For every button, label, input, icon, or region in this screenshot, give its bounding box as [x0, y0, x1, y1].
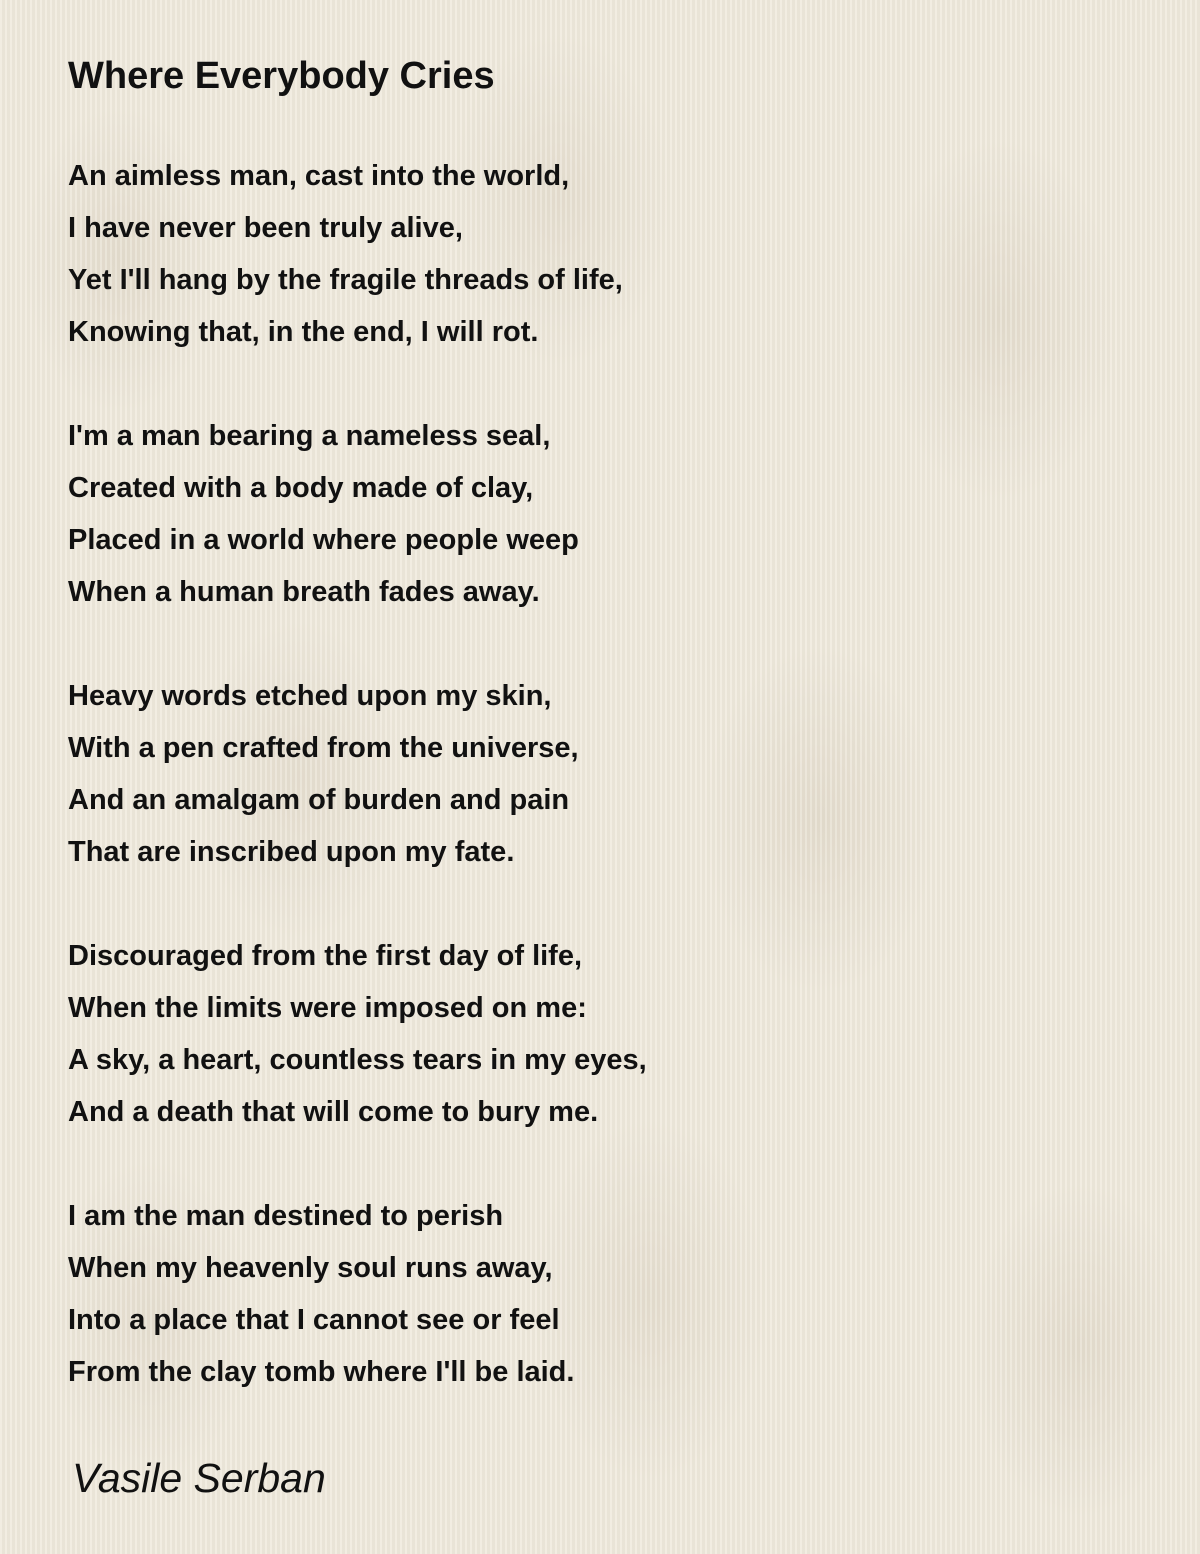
- poem-line: Into a place that I cannot see or feel: [68, 1304, 560, 1336]
- poem-body: [68, 150, 1148, 1398]
- poem-line: Placed in a world where people weep: [68, 524, 579, 556]
- poem-line: Discouraged from the first day of life,: [68, 940, 583, 972]
- poem-line: Yet I'll hang by the fragile threads of life,: [68, 264, 623, 296]
- poem-line: When my heavenly soul runs away,: [68, 1252, 553, 1284]
- poem-line: I'm a man bearing a nameless seal,: [68, 420, 551, 452]
- poem-line: Knowing that, in the end, I will rot.: [68, 316, 539, 348]
- stanza-1: [68, 150, 1148, 358]
- poem-line: Heavy words etched upon my skin,: [68, 680, 552, 712]
- poem-line: When the limits were imposed on me:: [68, 992, 587, 1024]
- poem-line: With a pen crafted from the universe,: [68, 732, 579, 764]
- poem-line: An aimless man, cast into the world,: [68, 160, 570, 192]
- poem-line: From the clay tomb where I'll be laid.: [68, 1356, 575, 1388]
- poem-page: [68, 52, 1148, 1398]
- poem-title: Where Everybody Cries: [68, 55, 495, 97]
- poem-author: Vasile Serban: [72, 1455, 326, 1501]
- stanza-5: [68, 1190, 1148, 1398]
- poem-line: And a death that will come to bury me.: [68, 1096, 599, 1128]
- poem-line: A sky, a heart, countless tears in my eyes,: [68, 1044, 647, 1076]
- stanza-3: [68, 670, 1148, 878]
- poem-line: Created with a body made of clay,: [68, 472, 534, 504]
- poem-line: And an amalgam of burden and pain: [68, 784, 570, 816]
- poem-line: That are inscribed upon my fate.: [68, 836, 515, 868]
- stanza-4: [68, 930, 1148, 1138]
- stanza-2: [68, 410, 1148, 618]
- poem-line: I have never been truly alive,: [68, 212, 463, 244]
- poem-line: I am the man destined to perish: [68, 1200, 504, 1232]
- poem-line: When a human breath fades away.: [68, 576, 540, 608]
